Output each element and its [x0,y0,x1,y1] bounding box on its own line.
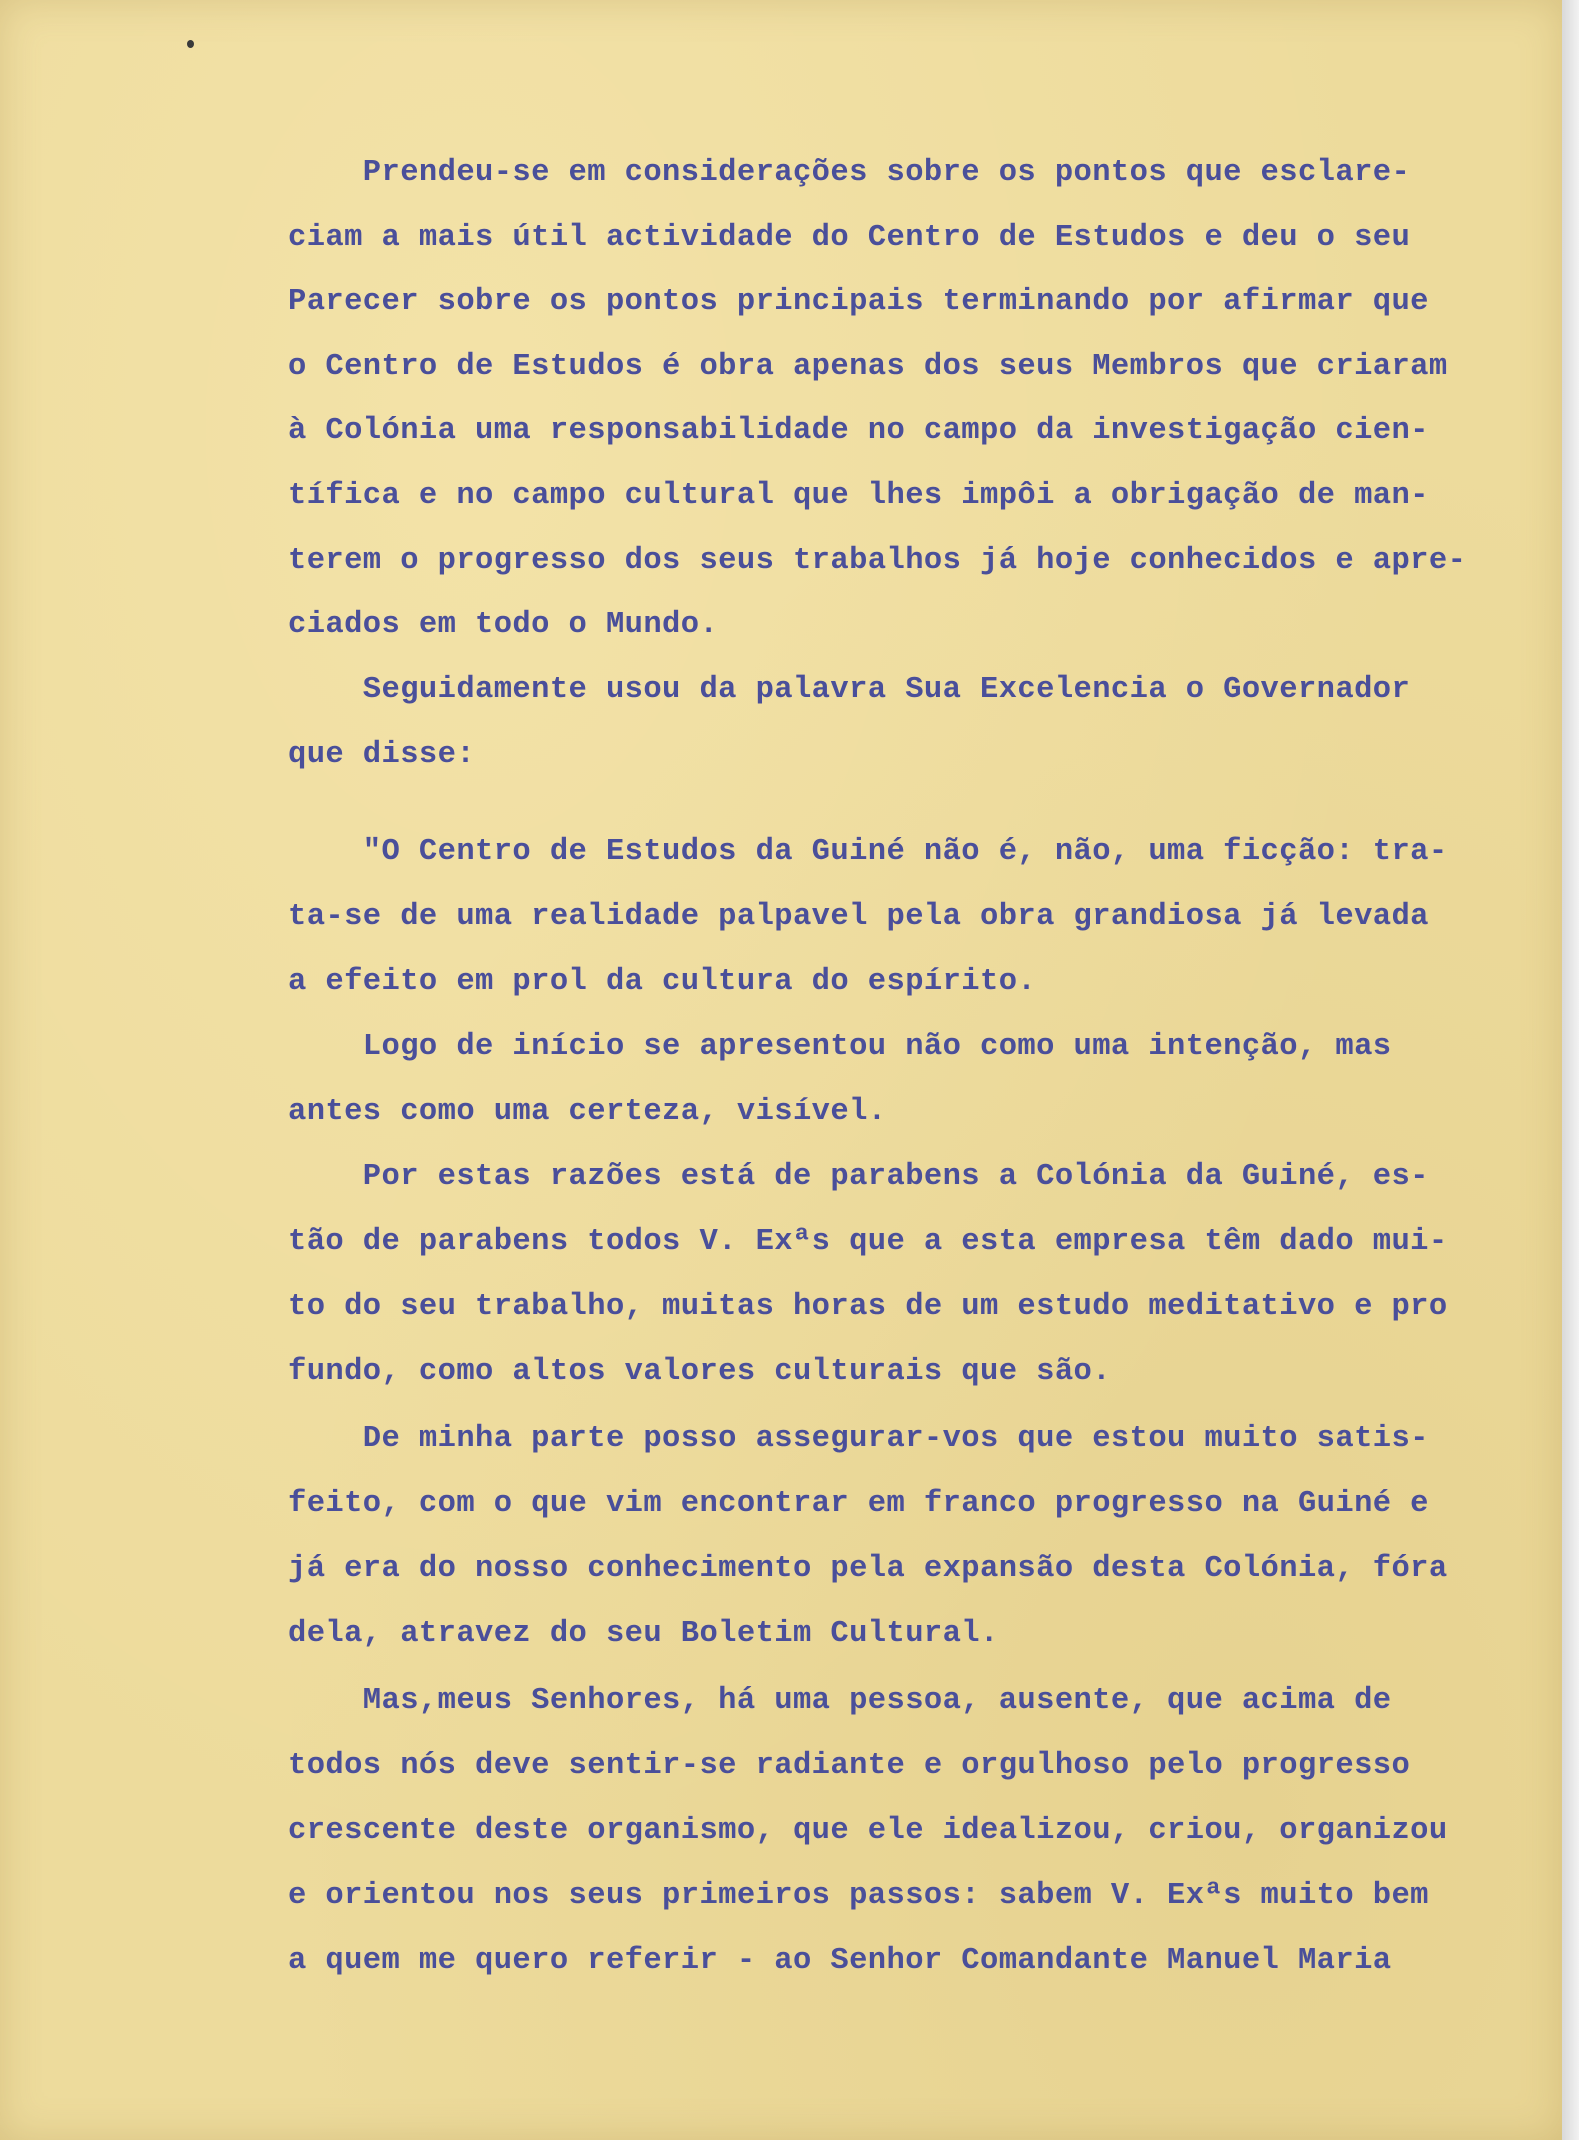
text-line: à Colónia uma responsabilidade no campo da investigação cien- [288,414,1429,449]
text-line: tífica e no campo cultural que lhes impôi a obrigação de man- [288,479,1429,513]
text-line: ciam a mais útil actividade do Centro de Estudos e deu o seu [288,220,1411,255]
text-line: antes como uma certeza, visível. [288,1095,887,1129]
text-line: todos nós deve sentir-se radiante e orgulhoso pelo progresso [288,1749,1411,1783]
text-line: terem o progresso dos seus trabalhos já hoje conhecidos e apre- [288,543,1467,578]
text-line: Mas,meus Senhores, há uma pessoa, ausente, que acima de [288,1684,1392,1718]
text-line: ciados em todo o Mundo. [288,608,719,643]
text-line: a quem me quero referir - ao Senhor Comandante Manuel Maria [288,1944,1392,1978]
text-line: Prendeu-se em considerações sobre os pontos que esclare- [288,156,1411,190]
text-line: a efeito em prol da cultura do espírito. [288,965,1037,999]
text-line: dela, atravez do seu Boletim Cultural. [288,1617,999,1651]
text-line: o Centro de Estudos é obra apenas dos seus Membros que criaram [288,349,1448,384]
scan-border [1562,0,1579,2140]
text-line: Logo de início se apresentou não como uma intenção, mas [288,1030,1392,1064]
text-line: "O Centro de Estudos da Guiné não é, não, uma ficção: tra- [288,835,1448,869]
ink-speck [187,40,194,48]
text-line: e orientou nos seus primeiros passos: sabem V. Exªs muito bem [288,1879,1429,1913]
text-line: Seguidamente usou da palavra Sua Excelencia o Governador [288,673,1411,707]
text-line: já era do nosso conhecimento pela expansão desta Colónia, fóra [288,1552,1448,1586]
text-line: Parecer sobre os pontos principais terminando por afirmar que [288,285,1429,320]
text-line: De minha parte posso assegurar-vos que estou muito satis- [288,1422,1429,1456]
text-line: fundo, como altos valores culturais que são. [288,1355,1111,1389]
text-line: que disse: [288,738,476,772]
text-line: feito, com o que vim encontrar em franco progresso na Guiné e [288,1487,1429,1521]
text-line: to do seu trabalho, muitas horas de um estudo meditativo e pro [288,1290,1448,1324]
text-line: crescente deste organismo, que ele idealizou, criou, organizou [288,1814,1448,1848]
text-line: tão de parabens todos V. Exªs que a esta empresa têm dado mui- [288,1225,1448,1259]
text-line: Por estas razões está de parabens a Colónia da Guiné, es- [288,1160,1429,1194]
text-line: ta-se de uma realidade palpavel pela obra grandiosa já levada [288,900,1429,934]
